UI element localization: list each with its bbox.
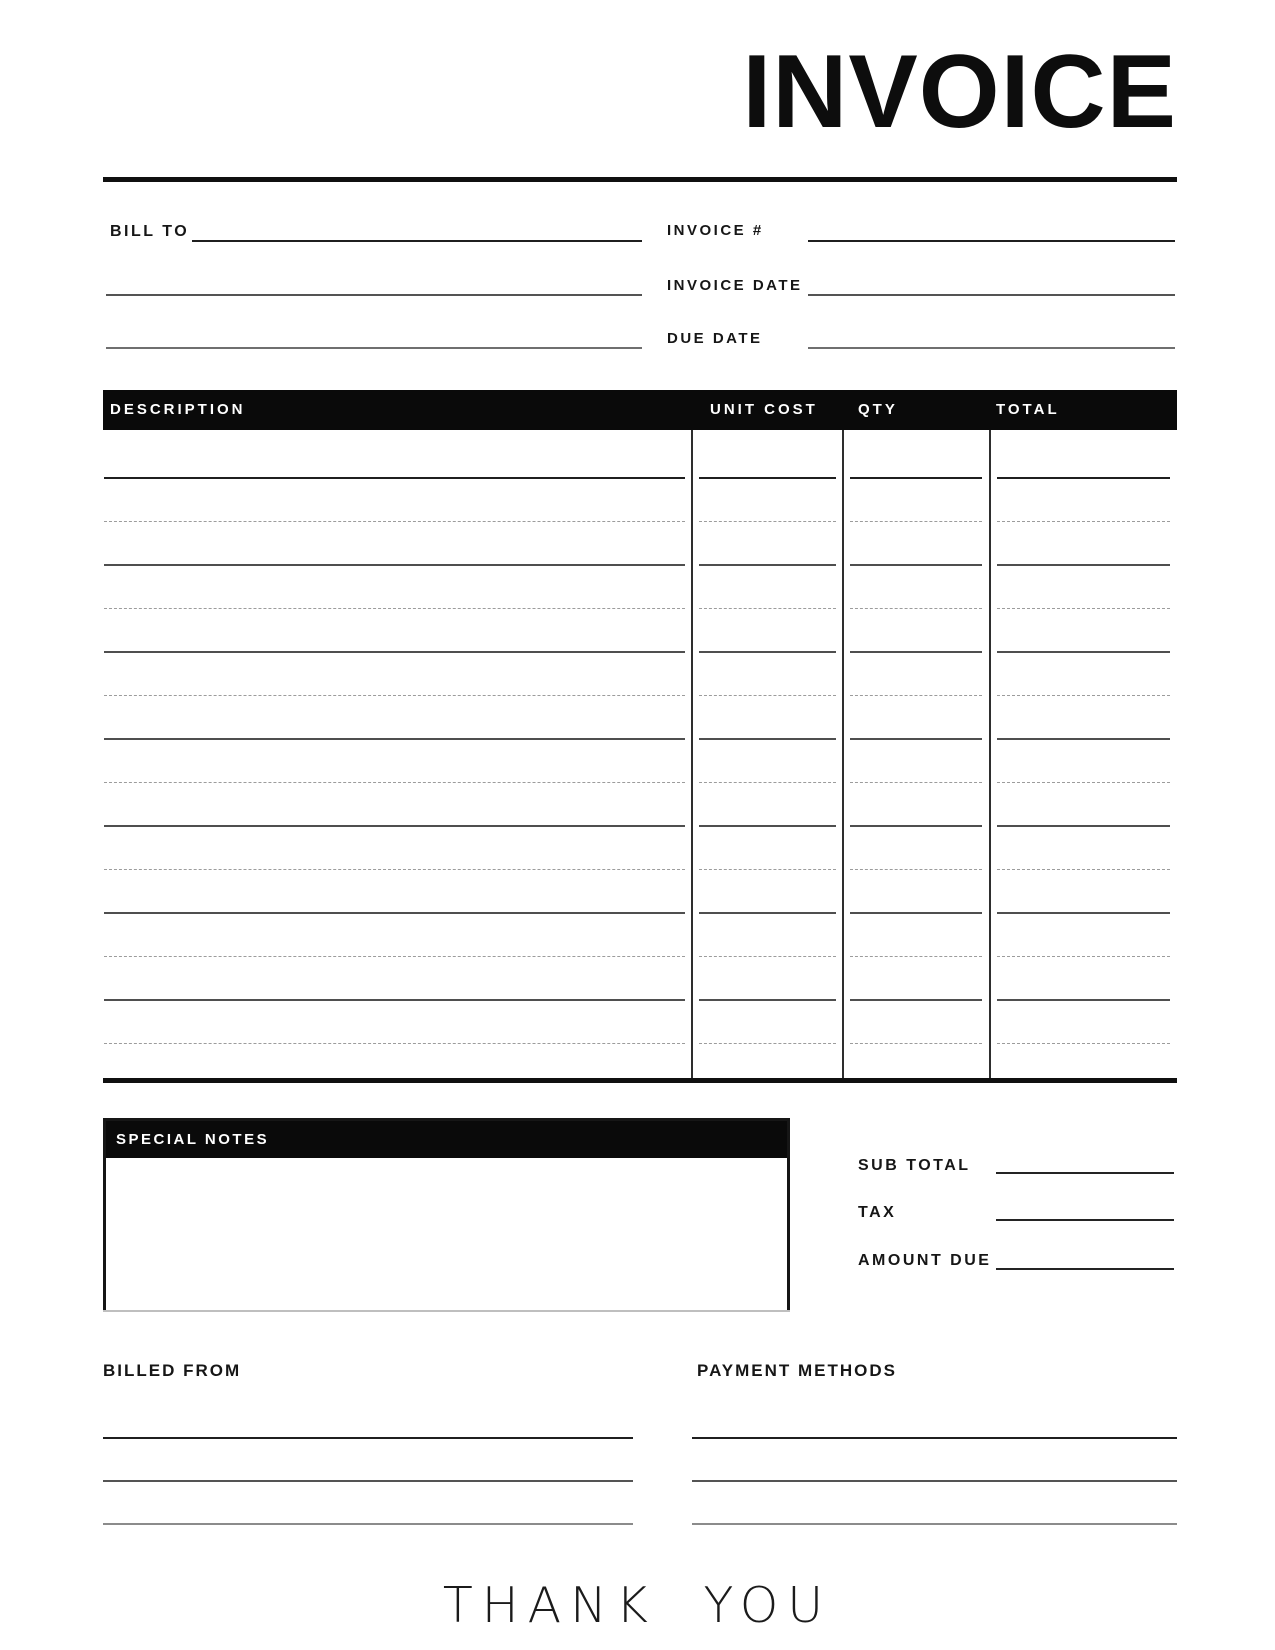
- item-line-total[interactable]: [997, 869, 1170, 870]
- column-header-total: TOTAL: [996, 401, 1060, 418]
- billed-from-input-line-2[interactable]: [103, 1480, 633, 1482]
- bill-to-address-line-3[interactable]: [106, 347, 642, 349]
- tax-label: TAX: [858, 1204, 897, 1221]
- payment-methods-input-line-3[interactable]: [692, 1523, 1177, 1525]
- item-line-description[interactable]: [104, 695, 685, 696]
- column-divider-3: [989, 430, 991, 1078]
- item-line-qty[interactable]: [850, 521, 982, 522]
- column-header-unit-cost: UNIT COST: [710, 401, 818, 418]
- invoice-number-input-line[interactable]: [808, 240, 1175, 242]
- item-line-total[interactable]: [997, 521, 1170, 522]
- page-title: INVOICE: [742, 34, 1177, 150]
- item-line-total[interactable]: [997, 1043, 1170, 1044]
- invoice-date-input-line[interactable]: [808, 294, 1175, 296]
- item-line-description[interactable]: [104, 999, 685, 1001]
- amount-due-label: AMOUNT DUE: [858, 1252, 992, 1269]
- item-line-total[interactable]: [997, 999, 1170, 1001]
- item-line-total[interactable]: [997, 912, 1170, 914]
- column-divider-1: [691, 430, 693, 1078]
- item-line-description[interactable]: [104, 869, 685, 870]
- item-line-description[interactable]: [104, 477, 685, 479]
- item-line-qty[interactable]: [850, 651, 982, 653]
- item-line-unit-cost[interactable]: [699, 1043, 836, 1044]
- header-divider-rule: [103, 177, 1177, 182]
- item-line-description[interactable]: [104, 521, 685, 522]
- due-date-label: DUE DATE: [667, 330, 763, 347]
- amount-due-input-line[interactable]: [996, 1268, 1174, 1270]
- item-line-qty[interactable]: [850, 825, 982, 827]
- item-line-qty[interactable]: [850, 695, 982, 696]
- item-line-total[interactable]: [997, 956, 1170, 957]
- item-line-description[interactable]: [104, 738, 685, 740]
- item-line-total[interactable]: [997, 608, 1170, 609]
- item-line-total[interactable]: [997, 782, 1170, 783]
- column-header-qty: QTY: [858, 401, 898, 418]
- item-line-description[interactable]: [104, 825, 685, 827]
- billed-from-label: BILLED FROM: [103, 1361, 242, 1380]
- special-notes-label: SPECIAL NOTES: [116, 1131, 270, 1148]
- item-line-qty[interactable]: [850, 738, 982, 740]
- due-date-input-line[interactable]: [808, 347, 1175, 349]
- item-line-description[interactable]: [104, 1043, 685, 1044]
- table-bottom-rule: [103, 1078, 1177, 1083]
- item-line-total[interactable]: [997, 477, 1170, 479]
- item-line-total[interactable]: [997, 825, 1170, 827]
- item-line-unit-cost[interactable]: [699, 825, 836, 827]
- column-header-description: DESCRIPTION: [110, 401, 246, 418]
- tax-input-line[interactable]: [996, 1219, 1174, 1221]
- item-line-unit-cost[interactable]: [699, 738, 836, 740]
- bill-to-address-line-2[interactable]: [106, 294, 642, 296]
- item-line-unit-cost[interactable]: [699, 956, 836, 957]
- item-line-description[interactable]: [104, 651, 685, 653]
- billed-from-input-line-1[interactable]: [103, 1437, 633, 1439]
- special-notes-box: [103, 1118, 790, 1310]
- item-line-qty[interactable]: [850, 912, 982, 914]
- item-line-total[interactable]: [997, 738, 1170, 740]
- sub-total-label: SUB TOTAL: [858, 1157, 971, 1174]
- special-notes-header-bar: [106, 1121, 787, 1158]
- item-line-unit-cost[interactable]: [699, 869, 836, 870]
- item-line-qty[interactable]: [850, 608, 982, 609]
- item-line-description[interactable]: [104, 564, 685, 566]
- item-line-unit-cost[interactable]: [699, 651, 836, 653]
- item-line-qty[interactable]: [850, 999, 982, 1001]
- invoice-date-label: INVOICE DATE: [667, 277, 803, 294]
- item-line-unit-cost[interactable]: [699, 999, 836, 1001]
- item-line-unit-cost[interactable]: [699, 477, 836, 479]
- item-line-qty[interactable]: [850, 564, 982, 566]
- billed-from-input-line-3[interactable]: [103, 1523, 633, 1525]
- item-line-qty[interactable]: [850, 869, 982, 870]
- item-line-description[interactable]: [104, 782, 685, 783]
- item-line-description[interactable]: [104, 912, 685, 914]
- item-line-qty[interactable]: [850, 782, 982, 783]
- sub-total-input-line[interactable]: [996, 1172, 1174, 1174]
- item-line-unit-cost[interactable]: [699, 608, 836, 609]
- item-line-description[interactable]: [104, 608, 685, 609]
- payment-methods-input-line-2[interactable]: [692, 1480, 1177, 1482]
- column-divider-2: [842, 430, 844, 1078]
- payment-methods-label: PAYMENT METHODS: [697, 1361, 898, 1380]
- item-line-qty[interactable]: [850, 1043, 982, 1044]
- item-line-unit-cost[interactable]: [699, 912, 836, 914]
- special-notes-area[interactable]: [106, 1158, 787, 1310]
- thank-you-text: THANK YOU: [442, 1577, 833, 1634]
- item-line-total[interactable]: [997, 564, 1170, 566]
- item-line-unit-cost[interactable]: [699, 695, 836, 696]
- payment-methods-input-line-1[interactable]: [692, 1437, 1177, 1439]
- item-line-total[interactable]: [997, 651, 1170, 653]
- item-line-qty[interactable]: [850, 956, 982, 957]
- item-line-unit-cost[interactable]: [699, 782, 836, 783]
- item-line-unit-cost[interactable]: [699, 564, 836, 566]
- item-line-qty[interactable]: [850, 477, 982, 479]
- bill-to-label: BILL TO: [110, 223, 190, 240]
- bill-to-input-line[interactable]: [192, 240, 642, 242]
- item-line-description[interactable]: [104, 956, 685, 957]
- item-line-unit-cost[interactable]: [699, 521, 836, 522]
- invoice-number-label: INVOICE #: [667, 222, 764, 239]
- item-line-total[interactable]: [997, 695, 1170, 696]
